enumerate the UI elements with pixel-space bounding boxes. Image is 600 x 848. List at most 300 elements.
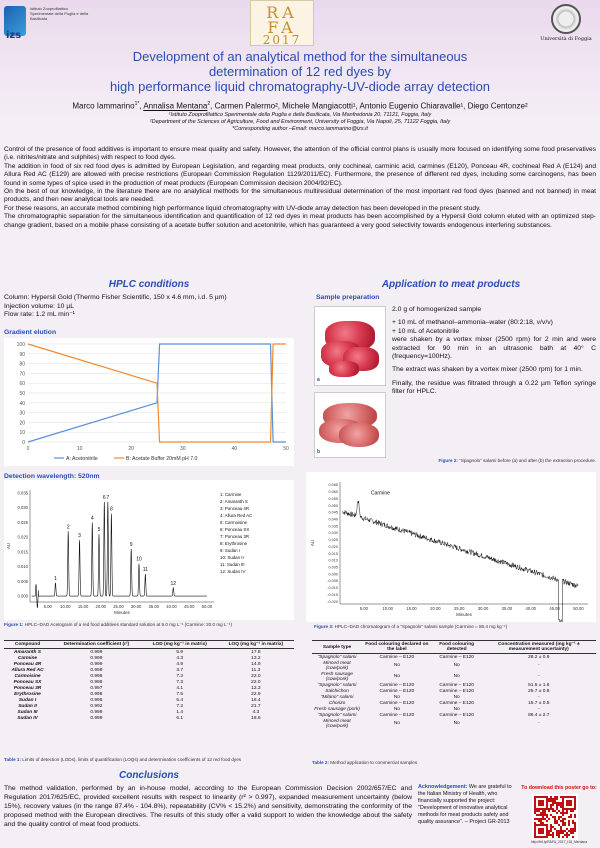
table-cell: Carmine – E120 [439, 688, 474, 694]
table-cell: 5.9 [176, 649, 184, 655]
qr-module [548, 834, 550, 836]
legend-entry: 12: Sudan IV [220, 569, 246, 574]
qr-module [568, 824, 570, 826]
table-cell: 22.0 [251, 673, 261, 679]
table-cell: No [393, 706, 400, 712]
x-tick-label: 50.00 [201, 604, 213, 609]
table-cell: Ponceau 3R [13, 685, 42, 691]
qr-module [568, 820, 570, 822]
table-cell: "Milano" salami [320, 694, 354, 700]
x-tick-label: 30 [180, 446, 186, 452]
qr-module [552, 800, 554, 802]
qr-module [546, 814, 548, 816]
table-cell: 51.5 ± 1.6 [528, 682, 550, 688]
y-tick-label: 0.025 [328, 538, 338, 543]
table-cell: Sudan II [18, 703, 37, 709]
y-tick-label: 60 [19, 381, 25, 388]
table-cell: Fresh sausage (cow/pork) [321, 671, 353, 682]
table-cell: 12.3 [251, 685, 261, 691]
qr-module [558, 824, 560, 826]
qr-module [534, 812, 536, 814]
qr-module [544, 812, 546, 814]
qr-module [562, 810, 564, 812]
qr-module [564, 818, 566, 820]
qr-module [560, 802, 562, 804]
qr-module [556, 804, 558, 806]
table-cell: 7.3 [176, 679, 184, 685]
qr-module [564, 822, 566, 824]
table-cell: Carmine [17, 655, 38, 661]
table-header-cell: Concentration measured (mg kg⁻¹ ± measurement uncertainty) [482, 641, 596, 654]
qr-module [556, 812, 558, 814]
y-tick-label: 0.060 [328, 490, 338, 495]
table-cell: No [393, 674, 400, 679]
qr-module [542, 812, 544, 814]
qr-module [560, 826, 562, 828]
y-tick-label: 0.030 [328, 531, 338, 536]
qr-module [554, 820, 556, 822]
y-tick-label: 0.010 [328, 558, 338, 563]
qr-module [566, 810, 568, 812]
qr-module [570, 832, 572, 834]
qr-module [548, 830, 550, 832]
peak-label: 10 [136, 556, 142, 563]
table-cell: 3.7 [176, 667, 184, 673]
table-header-cell: Sample type [312, 641, 362, 654]
qr-finder-core [538, 828, 544, 834]
qr-module [574, 816, 576, 818]
table-cell: 0.998 [90, 679, 103, 685]
qr-module [556, 822, 558, 824]
x-tick-label: 35.00 [148, 604, 160, 609]
qr-module [550, 800, 552, 802]
x-tick-label: 15.00 [406, 606, 417, 611]
sample-prep-steps: 2.0 g of homogenized sample + 10 mL of methanol–ammonia–water (80:2:18, v/v/v) + 10 mL of Acetonitrile were shaken by a vortex mixer (2500 rpm) for 2 min and were extracted for 90 min in an ultrasonic bath at 40° C (frequency=100Hz). The extract was shaken by a vortex mixer (2500 rpm) for 1 min. Finally, the residue was filtrated through a 0.22 µm Teflon syringe filter for HPLC. [392, 306, 596, 396]
salami-chromatogram [306, 472, 596, 622]
qr-module [548, 810, 550, 812]
qr-module [548, 832, 550, 834]
qr-module [542, 810, 544, 812]
table-cell: 22.0 [251, 679, 261, 685]
table-cell: 0.999 [90, 655, 103, 661]
peak-label: 8 [109, 506, 113, 513]
qr-module [556, 832, 558, 834]
standard-chromatogram [4, 480, 294, 620]
x-tick-label: 50 [283, 446, 289, 452]
qr-module [574, 826, 576, 828]
legend-entry: 3: Ponceau 4R [220, 506, 250, 511]
qr-module [550, 834, 552, 836]
peak-label: 12 [170, 580, 177, 587]
qr-module [546, 816, 548, 818]
qr-module [558, 834, 560, 836]
qr-module [572, 828, 574, 830]
y-tick-label: 0.015 [328, 551, 338, 556]
qr-module [550, 828, 552, 830]
qr-module [556, 806, 558, 808]
legend-entry: 6: Ponceau SX [220, 527, 250, 532]
qr-module [550, 808, 552, 810]
qr-module [552, 798, 554, 800]
y-tick-label: -0.010 [327, 586, 338, 591]
x-axis-label: Minutes [456, 612, 472, 617]
y-tick-label: 0.040 [328, 517, 338, 522]
x-tick-label: 45.00 [549, 606, 560, 611]
qr-module [556, 820, 558, 822]
table-cell: 0.999 [90, 709, 103, 715]
qr-module [554, 798, 556, 800]
qr-module [562, 818, 564, 820]
table-cell: 0.995 [90, 697, 103, 703]
x-tick-label: 15.00 [77, 604, 89, 609]
table-cell: Carmine – E120 [379, 654, 415, 660]
x-tick-label: 0 [26, 446, 30, 452]
peak-label: 9 [129, 541, 133, 548]
hplc-parameters: Column: Hypersil Gold (Thermo Fisher Scientific, 150 x 4.6 mm, i.d. 5 µm) Injection volume: 10 µL Flow rate: 1.2 mL min⁻¹ [4, 294, 227, 319]
qr-module [558, 810, 560, 812]
legend-entry: 2: Amaranth S [220, 499, 248, 504]
y-tick-label: 0.025 [17, 519, 28, 525]
detection-heading: Detection wavelength: 520nm [4, 473, 100, 480]
y-tick-label: 0.020 [17, 534, 28, 540]
qr-module [540, 812, 542, 814]
y-tick-label: 0.035 [328, 524, 338, 529]
table-cell: 0.998 [90, 673, 103, 679]
qr-module [560, 796, 562, 798]
qr-module [572, 810, 574, 812]
y-tick-label: 0.000 [17, 593, 28, 599]
table-cell: No [453, 694, 460, 700]
y-tick-label: 0.030 [17, 505, 28, 511]
qr-module [552, 836, 554, 838]
qr-module [542, 822, 544, 824]
table-cell: 0.999 [90, 661, 103, 667]
table-cell: Carmine – E120 [439, 700, 474, 706]
x-tick-label: 25.00 [453, 606, 465, 611]
qr-module [560, 832, 562, 834]
qr-module [544, 818, 546, 820]
peak-label: 3 [78, 533, 81, 540]
application-heading: Application to meat products [381, 279, 521, 290]
qr-module [554, 822, 556, 824]
table-cell: Sudan III [17, 709, 38, 715]
qr-module [562, 812, 564, 814]
acknowledgement: Acknowledgement: We are grateful to the Italian Ministry of Health, who financially supported the project: "Development of innovative analytical methods for meat products safety and quality assurance". – Project GR-2013 [418, 784, 512, 825]
x-tick-label: 10 [76, 446, 83, 452]
qr-module [574, 824, 576, 826]
qr-module [554, 800, 556, 802]
qr-module [550, 798, 552, 800]
legend-entry: 10: Sudan II [220, 555, 244, 560]
qr-module [552, 816, 554, 818]
x-tick-label: 45.00 [183, 604, 195, 609]
y-tick-label: 0.000 [328, 572, 338, 577]
qr-module [558, 804, 560, 806]
qr-module [574, 830, 576, 832]
legend-entry: B: Acetate Buffer 20mM pH 7.0 [126, 456, 198, 462]
table-row [312, 660, 596, 671]
y-tick-label: -0.020 [327, 599, 338, 604]
introduction: Control of the presence of food additives is important to ensure meat quality and safety. However, the attention of the official control plans is usually more focused on identifying some food preservatives (i.e. nitrites/nitrate and sulphites) with respect to food dyes. The addition in food of six red food dyes is admitted by European Legislation, and regarding meat products, only cochineal, carminic acid, carmines (E120), Ponceau 4R, cochineal Red A (E124) and Allura Red AC (E129) are allowed with precise restrictions (European Commission Regulation 1129/2011/EC). Furthermore, the presence of different red dyes, including some carcinogens, has been found in some types of spice used in the production of meat products (European Commission decision 2004/92/EC). On the best of our knowledge, in the literature there are no analytical methods for the simultaneous multiresidual determination of the most important red food dyes (banned and not banned) in meat products, and then new analytical tools are needed. For these reasons, an accurate method combining high performance liquid chromatography with UV-diode array detection has been developed in the present study. The chromatographic separation for the simultaneous identification and quantification of 12 red dyes in meat products has been accomplished by a Hypersil Gold column eluted with an optimized step-change gradient, based on a mobile phase consisting of a acetate buffer solution and acetonitrile, which has guaranteed a very good selectivity towards endogenous interfering substances. [4, 146, 596, 229]
qr-module [540, 820, 542, 822]
table-cell: Carmine – E120 [379, 712, 415, 718]
table-cell: Carmine – E120 [439, 712, 474, 718]
qr-module [574, 814, 576, 816]
qr-module [556, 834, 558, 836]
table-cell: No [393, 694, 400, 700]
qr-module [564, 812, 566, 814]
table-cell: Minced meat (cow/pork) [323, 660, 351, 671]
qr-module [562, 836, 564, 838]
download-label: To download this poster go to: [521, 785, 597, 791]
qr-module [570, 810, 572, 812]
legend-entry: 1: Carmine [220, 492, 242, 497]
qr-module [538, 820, 540, 822]
y-tick-label: 0.005 [328, 565, 338, 570]
qr-module [562, 824, 564, 826]
table-cell: - [537, 694, 540, 700]
x-tick-label: 5.00 [43, 604, 52, 609]
qr-module [554, 818, 556, 820]
qr-module [564, 824, 566, 826]
table-cell: 7.2 [176, 703, 184, 709]
qr-module [554, 816, 556, 818]
qr-module [550, 796, 552, 798]
table-cell: Salchichon [325, 688, 349, 694]
qr-module [570, 828, 572, 830]
x-tick-label: 10.00 [382, 606, 393, 611]
qr-module [560, 830, 562, 832]
qr-module [552, 810, 554, 812]
y-tick-label: -0.015 [327, 592, 338, 597]
table-row [4, 715, 294, 721]
table-cell: 0.992 [90, 703, 103, 709]
table-cell: 22.9 [251, 691, 261, 697]
qr-module [550, 814, 552, 816]
qr-module [552, 832, 554, 834]
qr-module [572, 830, 574, 832]
poster-title: Development of an analytical method for the simultaneous determination of 12 red dyes by high performance liquid chromatography-UV-diode array detection [109, 49, 491, 94]
y-tick-label: 0.010 [17, 564, 28, 570]
y-tick-label: 20 [19, 420, 25, 427]
table-cell: Fresh sausage (pork) [314, 706, 360, 712]
table-cell: 16.4 [251, 697, 261, 703]
qr-module [536, 818, 538, 820]
legend-entry: 8: Erythrosine [220, 541, 248, 546]
qr-module [566, 832, 568, 834]
table-cell: "Spagnolo" salami [317, 682, 357, 688]
qr-module [558, 836, 560, 838]
table-cell: 0.998 [90, 667, 103, 673]
table-header-cell: Determination coefficient (r²) [51, 641, 142, 649]
table-cell: "Spagnolo" salami [317, 654, 357, 660]
table-cell: Carmine – E120 [379, 700, 415, 706]
conclusions-heading: Conclusions [118, 770, 179, 781]
qr-module [548, 798, 550, 800]
qr-module [536, 814, 538, 816]
table-cell: 15.7 ± 0.5 [528, 700, 550, 706]
table-cell: Ponceau 4R [13, 661, 42, 667]
qr-module [560, 804, 562, 806]
legend-entry: 11: Sudan III [220, 562, 245, 567]
table1-caption: Table 1: Limits of detection (LODs), limits of quantification (LOQs) and determination coefficients of 12 red food dyes [4, 757, 242, 762]
x-tick-label: 25.00 [113, 604, 124, 609]
qr-module [550, 804, 552, 806]
x-tick-label: 40.00 [166, 604, 177, 609]
qr-module [568, 830, 570, 832]
peak-label: 4 [90, 515, 94, 522]
qr-module [566, 834, 568, 836]
qr-module [550, 824, 552, 826]
qr-module [550, 826, 552, 828]
legend-entry: 4: Allura Red AC [220, 513, 253, 518]
qr-module [540, 818, 542, 820]
table-cell: Chorizo [328, 700, 346, 706]
legend-entry: 5: Carmoisine [220, 520, 248, 525]
qr-module [562, 822, 564, 824]
table-cell: 21.7 [251, 703, 261, 709]
table-cell: 1.4 [176, 709, 184, 715]
x-tick-label: 35.00 [501, 606, 513, 611]
qr-module [542, 816, 544, 818]
table-row [312, 671, 596, 682]
table-cell: Carmine – E120 [379, 682, 415, 688]
y-tick-label: 0.050 [328, 503, 338, 508]
qr-module [542, 818, 544, 820]
qr-module [558, 816, 560, 818]
qr-module [552, 834, 554, 836]
y-tick-label: -0.005 [327, 579, 338, 584]
qr-module [548, 808, 550, 810]
table-header-cell: Food colouring detected [432, 641, 482, 654]
table-cell: No [393, 721, 400, 726]
table-cell: 25.7 ± 0.8 [528, 688, 550, 694]
qr-module [562, 830, 564, 832]
table-cell: No [453, 721, 460, 726]
qr-module [534, 818, 536, 820]
x-tick-label: 50.00 [573, 606, 584, 611]
table-cell: 28.2 ± 0.9 [528, 654, 550, 660]
y-tick-label: 40 [19, 400, 25, 407]
legend-entry: 7: Ponceau 3R [220, 534, 250, 539]
qr-module [562, 832, 564, 834]
table-cell: Carmine – E120 [439, 682, 474, 688]
qr-module [552, 804, 554, 806]
qr-module [558, 802, 560, 804]
qr-module [568, 816, 570, 818]
table-cell: No [453, 663, 460, 668]
table-cell: Ponceau SX [13, 679, 42, 685]
table-cell: Allura Red AC [11, 667, 44, 673]
table-cell: No [453, 706, 460, 712]
qr-module [544, 810, 546, 812]
qr-code-icon[interactable] [532, 794, 578, 840]
qr-module [552, 808, 554, 810]
figure3-caption: Figure 3: HPLC–DAD chromatogram of a "Spagnolo" salami sample (Carmine = 86.4 mg kg⁻¹) [314, 624, 508, 629]
y-tick-label: 0.045 [328, 510, 338, 515]
figure2-caption: Figure 2: "Spagnolo" salami before (a) and after (b) the extraction procedure. [438, 458, 596, 463]
university-seal-icon [551, 4, 581, 34]
qr-module [570, 814, 572, 816]
y-tick-label: 0.055 [328, 496, 338, 501]
table-cell: 11.3 [251, 667, 261, 673]
y-axis-label: AU [310, 539, 315, 547]
table2 [312, 640, 596, 729]
qr-module [572, 820, 574, 822]
qr-module [556, 830, 558, 832]
table-cell: 4.3 [176, 655, 184, 661]
table-cell: 0.999 [90, 649, 103, 655]
peak-label: 5 [97, 527, 101, 534]
y-tick-label: 80 [19, 361, 25, 368]
izs-logo: izs Istituto Zooprofilattico Sperimentale della Puglia e della Basilicata [6, 6, 89, 41]
qr-module [566, 836, 568, 838]
table-header-cell: LOQ (mg kg⁻¹ in matrix) [218, 641, 294, 649]
qr-module [546, 820, 548, 822]
qr-module [548, 818, 550, 820]
y-tick-label: 0.015 [17, 549, 28, 555]
university-logo: Università di Foggia [535, 4, 597, 52]
table-row [312, 718, 596, 729]
qr-module [560, 806, 562, 808]
qr-module [552, 802, 554, 804]
chromatogram-trace [32, 502, 207, 608]
y-tick-label: 0.005 [17, 578, 28, 584]
table-cell: Carmine – E120 [379, 688, 415, 694]
table-header-cell: Food colouring declared on the label [362, 641, 432, 654]
table-cell: "Spagnolo" salami [317, 712, 357, 718]
x-tick-label: 30.00 [130, 604, 142, 609]
x-tick-label: 40.00 [525, 606, 537, 611]
qr-module [566, 828, 568, 830]
qr-module [572, 832, 574, 834]
table-cell: - [537, 706, 540, 712]
x-tick-label: 30.00 [477, 606, 489, 611]
table-cell: Sudan IV [17, 715, 38, 721]
x-tick-label: 20.00 [430, 606, 441, 611]
qr-module [568, 822, 570, 824]
x-axis-label: Minutes [114, 610, 130, 615]
table-cell: 0.999 [90, 715, 103, 721]
table-cell: 4.1 [176, 685, 184, 691]
y-tick-label: 0.020 [328, 544, 338, 549]
conclusions-text: The method validation, performed by an in-house model, according to the European Commission Decision 2002/657/EC and Regulation 2017/625/EC, provided excellent results with respect to linearity (r² > 0.997), expanded measurement uncertainty (below 15%), recovery values (in the range 87.4% - 104.8%), repeatability (CV% < 15.2%) and sensitivity, demonstrating the conformity of the proposed method with the European directives. The results of this study offer a valid support to widen the knowledge about the safety and the quality control of meat food products. [4, 785, 412, 828]
table-cell: Carmoisine [14, 673, 41, 679]
table-cell: 18.6 [251, 715, 261, 721]
table-header-cell: LOD (mg kg⁻¹ in matrix) [142, 641, 218, 649]
qr-module [574, 828, 576, 830]
table-cell: Sudan I [18, 697, 37, 703]
table-cell: 5.4 [176, 697, 184, 703]
peak-label: 6 [102, 494, 106, 501]
affiliations: ¹Istituto Zooprofilattico Sperimentale della Puglia e della Basilicata, Via Manfredonia 20, 71121, Foggia, Italy ²Department of the Sciences of Agriculture, Food and Environment, University of Foggia, Via Napoli, 25, 71122 Foggia, Italy *Corresponding author –Email: marco.iammarino@izs.it [149, 112, 451, 132]
table-cell: 0.997 [90, 685, 103, 691]
carmine-peak-label: Carmine [371, 490, 390, 497]
y-tick-label: 30 [19, 410, 25, 417]
qr-module [552, 826, 554, 828]
qr-finder-core [566, 800, 572, 806]
qr-module [562, 814, 564, 816]
download-url[interactable]: http://bit.ly/RAFA_2017_I16_Mentana [530, 840, 588, 844]
qr-module [566, 812, 568, 814]
sample-prep-heading: Sample preparation [316, 294, 380, 301]
qr-module [560, 828, 562, 830]
qr-module [544, 814, 546, 816]
qr-module [534, 822, 536, 824]
table-cell: - [537, 721, 540, 726]
legend-entry: 9: Sudan I [220, 548, 241, 553]
qr-module [556, 802, 558, 804]
